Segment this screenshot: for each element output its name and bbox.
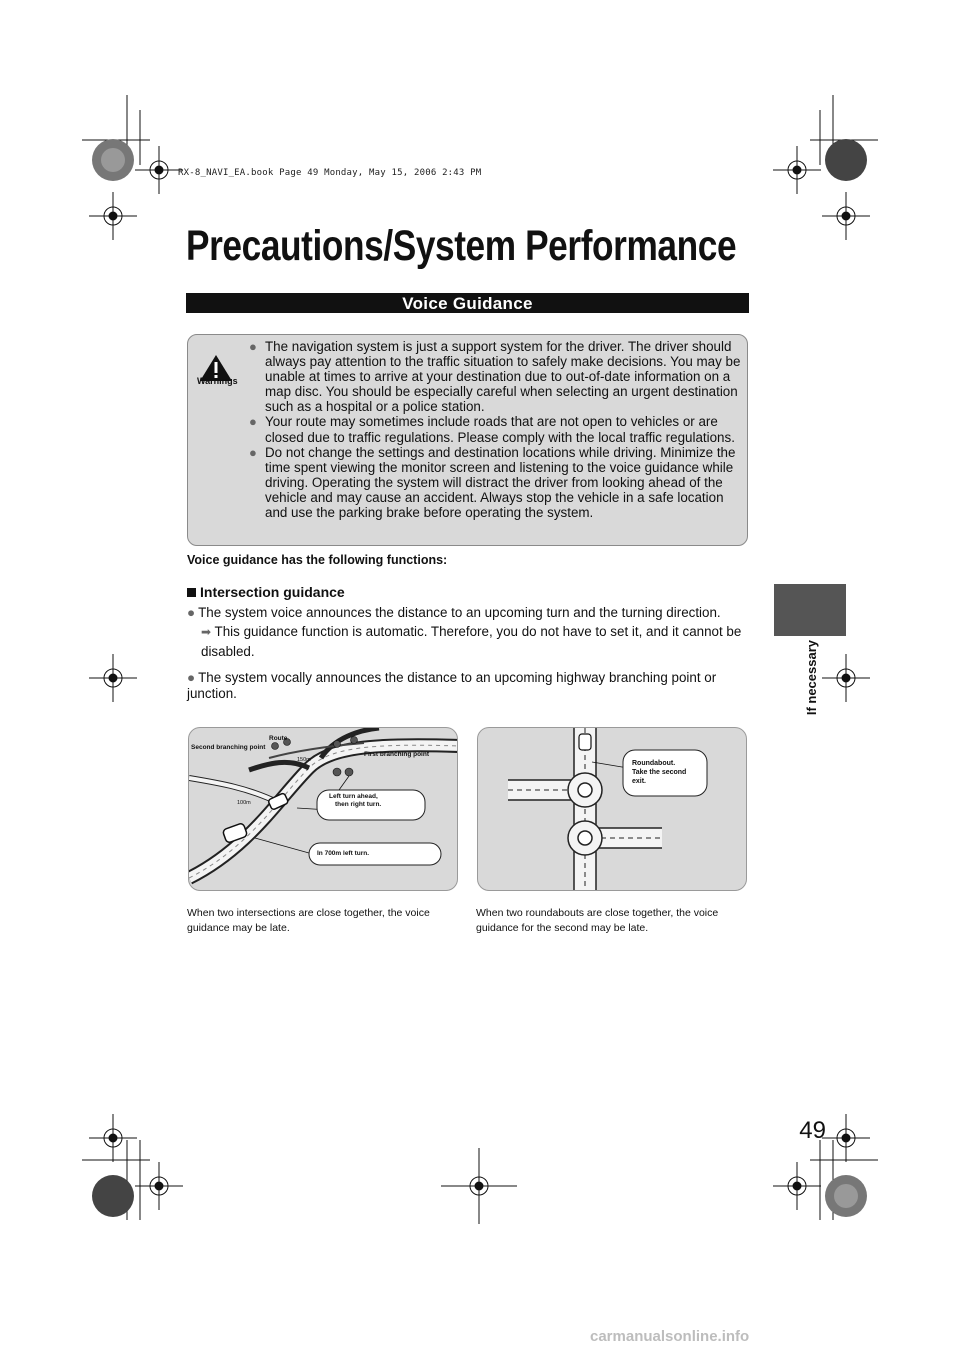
bullet-icon: ● bbox=[187, 605, 196, 620]
warning-item: ● Do not change the settings and destination locations while driving. Minimize the time spent viewing the monitor screen and listening to the voice guidance while driving. Operating the system will distract the driver from looking ahead of the vehicle and may cause an accident. Always stop the vehicle in a safe location and use the parking brake before operating the system. bbox=[249, 444, 736, 521]
warning-item: ● The navigation system is just a support system for the driver. The driver should always pay attention to the traffic situation to safely make decisions. You may be unable at times to arrive at your destination due to out-of-date information on a map disc. You should be especially careful when selecting an urgent destination such as a hospital or a police station. bbox=[249, 339, 741, 415]
roundabout-illustration bbox=[478, 728, 747, 891]
arrow-right-icon: ➡ bbox=[201, 625, 212, 639]
file-header: RX-8_NAVI_EA.book Page 49 Monday, May 15, 2006 2:43 PM bbox=[178, 168, 482, 178]
figure-roundabouts bbox=[477, 727, 747, 891]
label-route: Route bbox=[269, 735, 288, 742]
label-first-branch: First branching point bbox=[364, 751, 429, 758]
caption-left: When two intersections are close together, the voice guidance may be late. bbox=[187, 907, 430, 934]
car-icon bbox=[268, 793, 289, 811]
chapter-tab bbox=[774, 584, 846, 636]
bullet-icon: ● bbox=[249, 444, 257, 460]
bullet-icon: ● bbox=[187, 670, 196, 685]
caption-right: When two roundabouts are close together, the voice guidance for the second may be late. bbox=[476, 907, 719, 934]
figure-highway-branch bbox=[188, 727, 458, 891]
warning-item: ● Your route may sometimes include roads that are not open to vehicles or are closed due to traffic regulations. Please comply with the local traffic regulations. bbox=[249, 414, 735, 445]
bullet-icon: ● bbox=[249, 339, 257, 354]
section-title: Voice Guidance bbox=[186, 293, 749, 313]
page-title: Precautions/System Performance bbox=[186, 222, 737, 270]
subsection-heading: Intersection guidance bbox=[187, 584, 345, 600]
speech-bubble-1: Left turn ahead, then right turn. bbox=[329, 793, 382, 808]
lead-text: Voice guidance has the following functions: bbox=[187, 553, 448, 567]
label-150m: 150m bbox=[297, 757, 311, 763]
page-number: 49 bbox=[799, 1117, 826, 1144]
bullet-icon: ● bbox=[249, 414, 257, 430]
bullet-item: ● The system voice announces the distance to an upcoming turn and the turning direction. ➡ This guidance function is automatic. Therefore, you do not have to set it, and it cannot be disabled. bbox=[187, 605, 742, 659]
label-100m: 100m bbox=[237, 800, 251, 806]
chapter-label: If necessary bbox=[804, 640, 819, 716]
speech-bubble-2: In 700m left turn. bbox=[317, 850, 370, 857]
label-second-branch: Second branching point bbox=[191, 744, 266, 751]
square-bullet-icon bbox=[187, 588, 196, 597]
warning-list bbox=[249, 339, 741, 520]
bullet-item: ● The system vocally announces the distance to an upcoming highway branching point or junction. bbox=[187, 670, 717, 701]
car-icon bbox=[579, 734, 591, 750]
speech-bubble: Roundabout. Take the second exit. bbox=[632, 760, 687, 785]
watermark: carmanualsonline.info bbox=[590, 1328, 750, 1345]
warning-label: Warnings bbox=[197, 376, 238, 386]
